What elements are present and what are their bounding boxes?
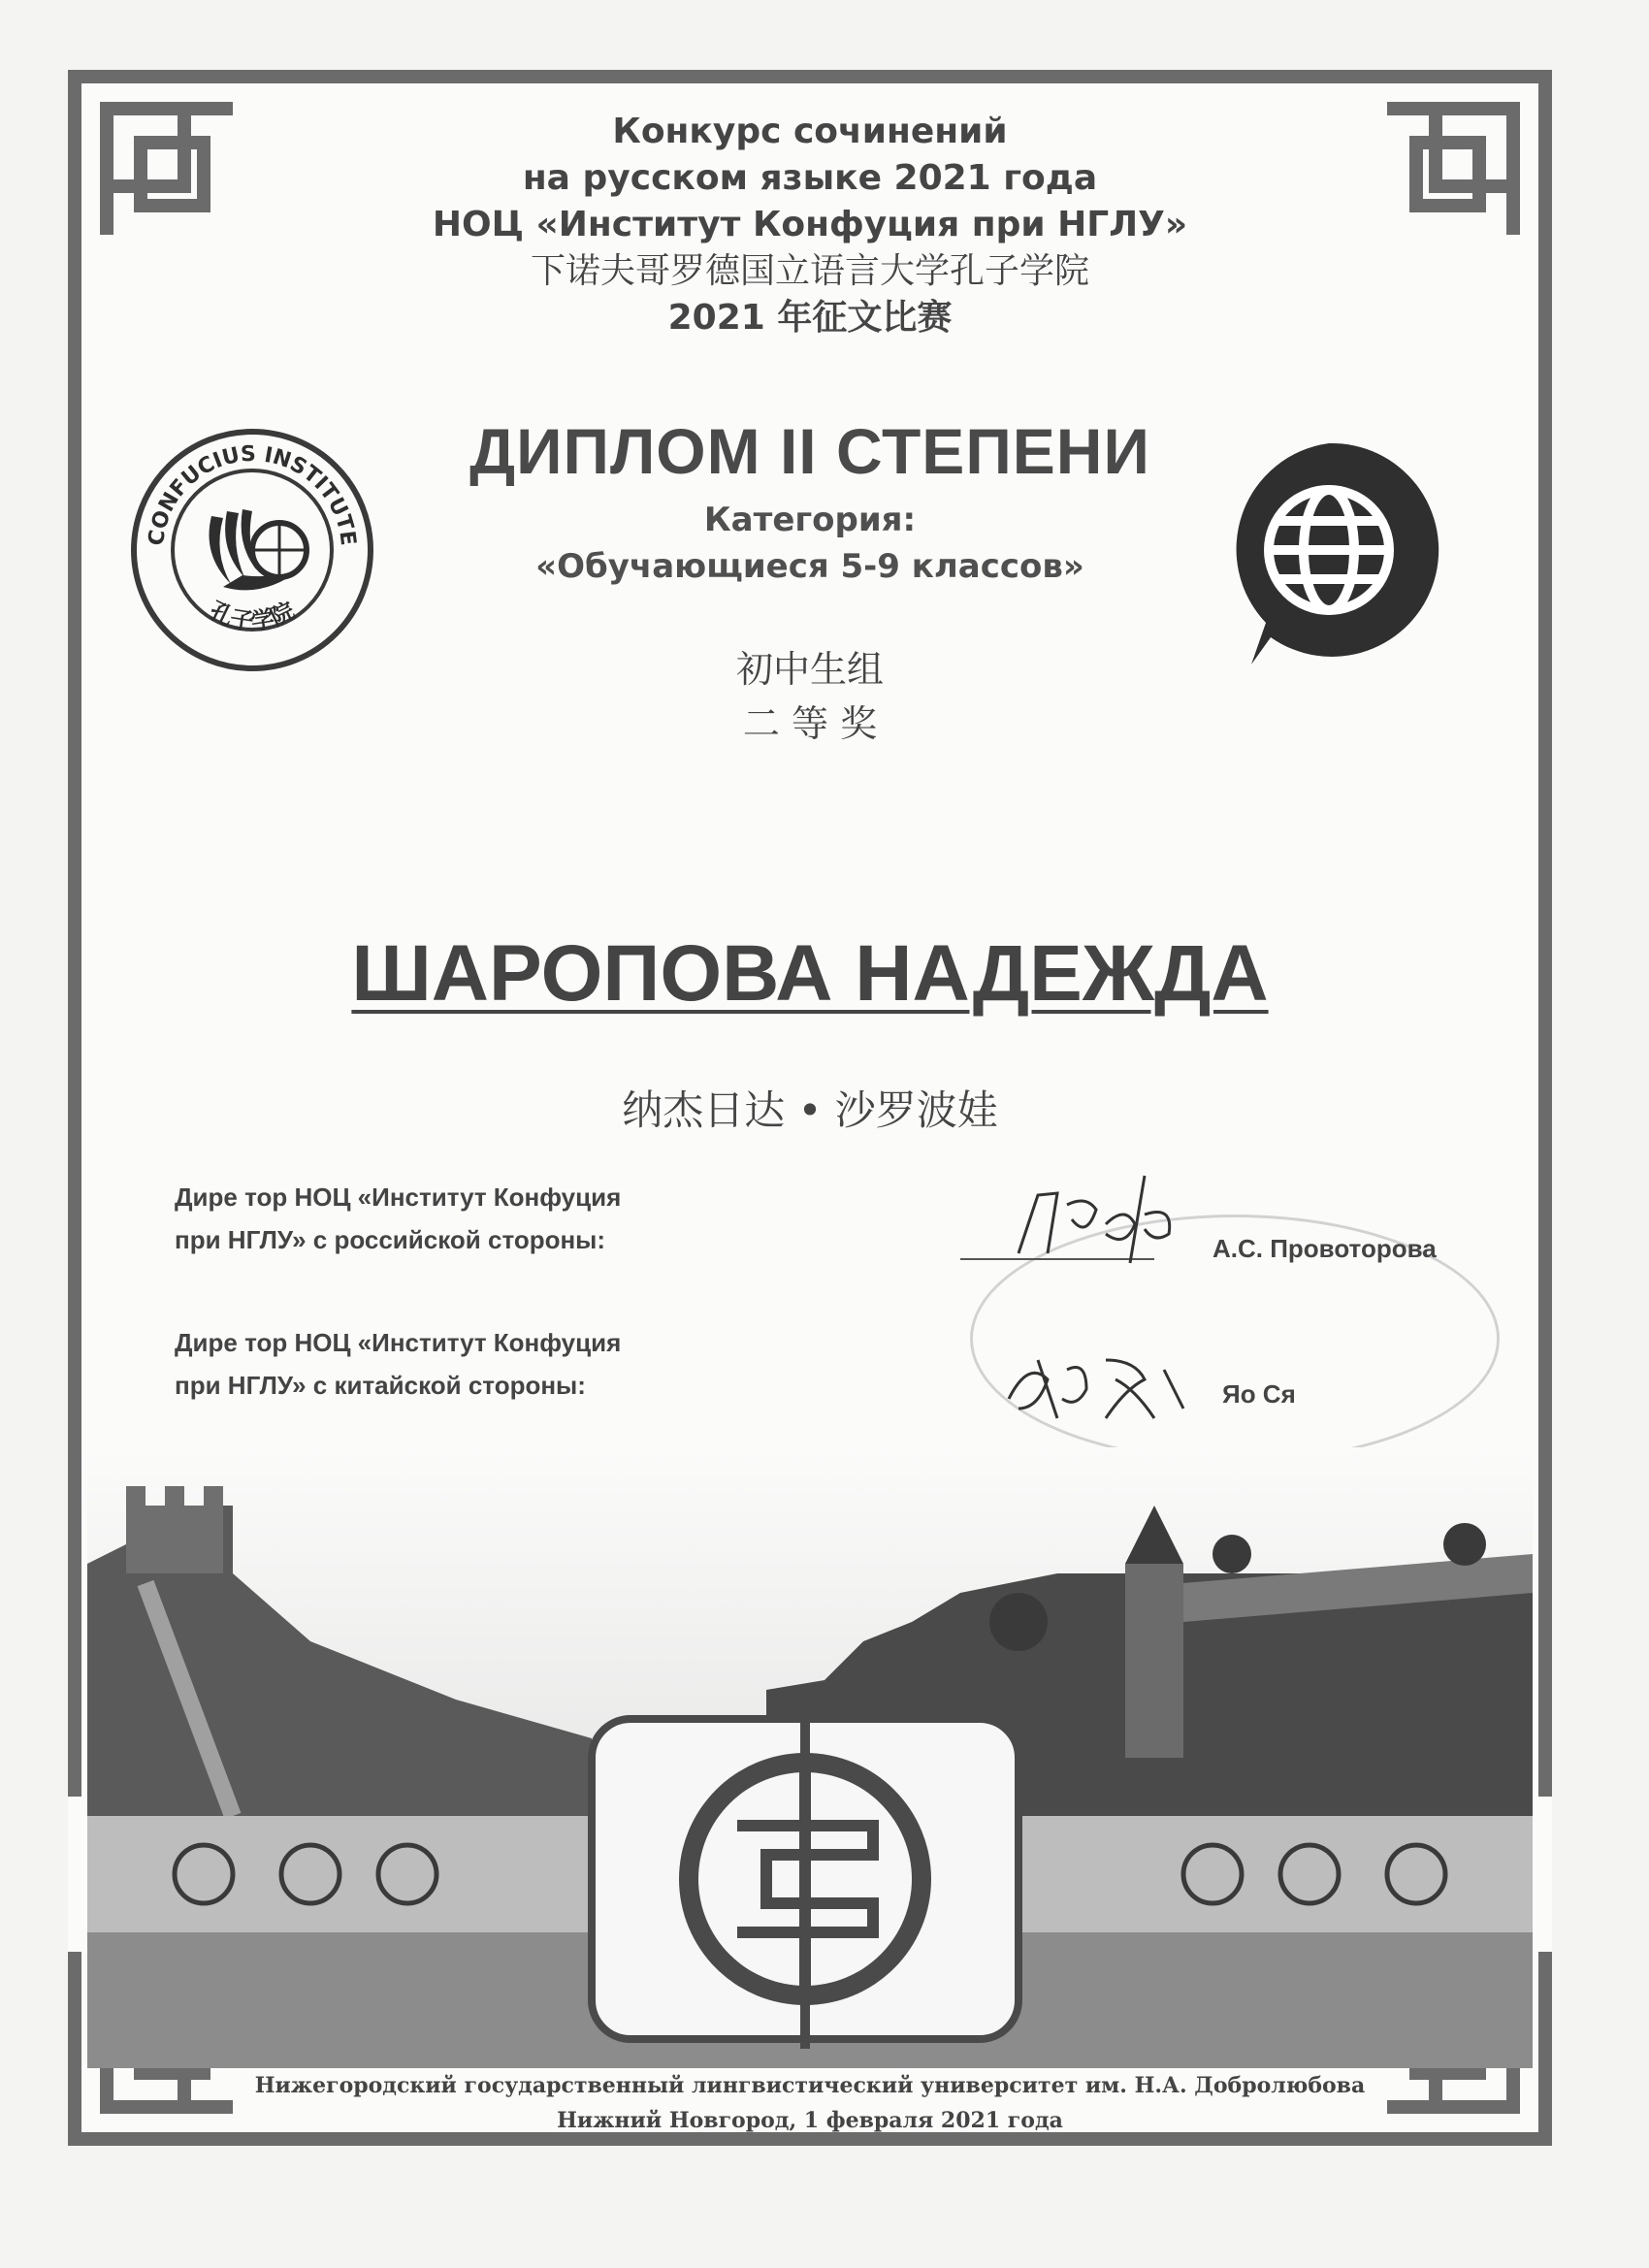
winner-name-cn: 纳杰日达 • 沙罗波娃 [622, 1086, 998, 1134]
category-cn-block [68, 642, 1552, 751]
frame-top [262, 70, 1358, 83]
footer-university: Нижегородский государственный лингвистический университет им. Н.А. Добролюбова [254, 2073, 1366, 2098]
category-label: Категория: [703, 501, 917, 539]
header-line-2: на русском языке 2021 года [522, 158, 1098, 198]
signature-1-name: А.С. Провоторова [1212, 1234, 1437, 1263]
diploma-sheet [68, 70, 1552, 2146]
diploma-title: ДИПЛОМ II СТЕПЕНИ [469, 415, 1150, 487]
category-block [68, 497, 1552, 590]
signature-2-title-line2: при НГЛУ» с китайской стороны: [175, 1371, 586, 1400]
header-line-1: Конкурс сочинений [612, 112, 1008, 151]
footer-place-date: Нижний Новгород, 1 февраля 2021 года [557, 2108, 1063, 2133]
frame-right [1538, 264, 1552, 1797]
footer [68, 2068, 1552, 2138]
signature-1-handwriting [999, 1166, 1193, 1273]
signature-1-title-line1: Дире тор НОЦ «Институт Конфуция [175, 1183, 622, 1212]
signature-2-title-line1: Дире тор НОЦ «Институт Конфуция [175, 1328, 622, 1357]
frame-left [68, 264, 81, 1797]
seal-text: CONFUCIUS INSTITUTE [144, 441, 361, 547]
category-cn-group: 初中生组 [735, 648, 884, 691]
signature-2-name: Яо Ся [1222, 1379, 1296, 1409]
signature-2-handwriting [999, 1341, 1193, 1428]
seal-text-cn: 孔子学院 [205, 597, 300, 636]
winner-name: ШАРОПОВА НАДЕЖДА [351, 929, 1269, 1018]
decorative-scene [87, 1447, 1533, 2068]
signature-1-title-line2: при НГЛУ» с российской стороны: [175, 1225, 606, 1254]
signature-chinese-side [175, 1321, 621, 1407]
contest-header [68, 109, 1552, 341]
category-cn-prize: 二 等 奖 [742, 702, 878, 745]
header-line-3: НОЦ «Институт Конфуция при НГЛУ» [432, 205, 1188, 244]
header-line-4-cn: 下诺夫哥罗德国立语言大学孔子学院 [530, 251, 1089, 291]
signature-russian-side [175, 1176, 621, 1261]
header-line-5-cn: 2021 年征文比赛 [667, 298, 953, 338]
category-value: «Обучающиеся 5-9 классов» [535, 547, 1084, 586]
